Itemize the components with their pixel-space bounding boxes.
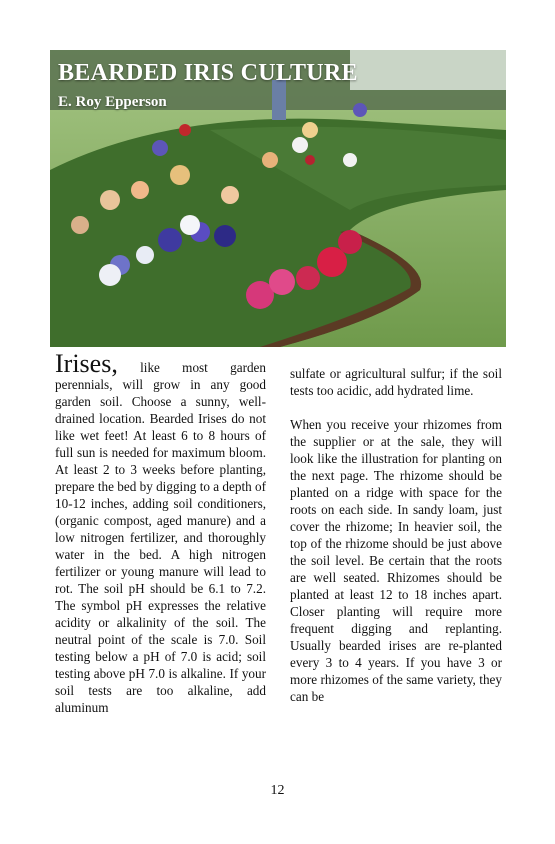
- article-title: BEARDED IRIS CULTURE: [58, 60, 358, 86]
- iris-garden-photo: [50, 50, 506, 347]
- left-column: [55, 349, 266, 716]
- page-number: 12: [270, 783, 285, 798]
- right-paragraph-1: sulfate or agricultural sulfur; if the soil tests too acidic, add hydrated lime.: [290, 366, 502, 398]
- right-paragraph-2: When you receive your rhizomes from the supplier or at the sale, they will look like the illustration for planting on the next page. The rhizome should be planted on a ridge with space for the roots on each side. In sandy loam, just cover the rhizome; In heavier soil, the top of the rhizome should be just above the soil level. Be certain that the roots are well seated. Rhizomes should be planted at least 12 to 18 inches apart. Closer planting will require more frequent digging and replanting. Usually bearded irises are re-planted every 3 to 4 years. If you have 3 or more rhizomes of the same variety, they can be: [290, 417, 502, 704]
- right-column: [290, 365, 502, 722]
- lead-word: Irises,: [55, 349, 118, 378]
- author-name: E. Roy Epperson: [58, 94, 167, 110]
- left-column-text: like most garden perennials, will grow in any good garden soil. Choose a sunny, well-drained location. Bearded Irises do not like wet feet! At least 6 to 8 hours of full sun is needed for maximum bloom. At least 2 to 3 weeks before planting, prepare the bed by digging to a depth of 10-12 inches, adding soil conditioners, (organic compost, aged manure) and a low nitrogen fertilizer, and thoroughly water in the bed. A high nitrogen fertilizer or young manure will lead to rot. The soil pH should be 6.1 to 7.2. The symbol pH expresses the relative acidity or alkalinity of the soil. The neutral point of the scale is 7.0. Soil testing below a pH of 7.0 is acid; soil testing above pH 7.0 is alkaline. If your soil tests are too alkaline, add aluminum: [55, 360, 266, 715]
